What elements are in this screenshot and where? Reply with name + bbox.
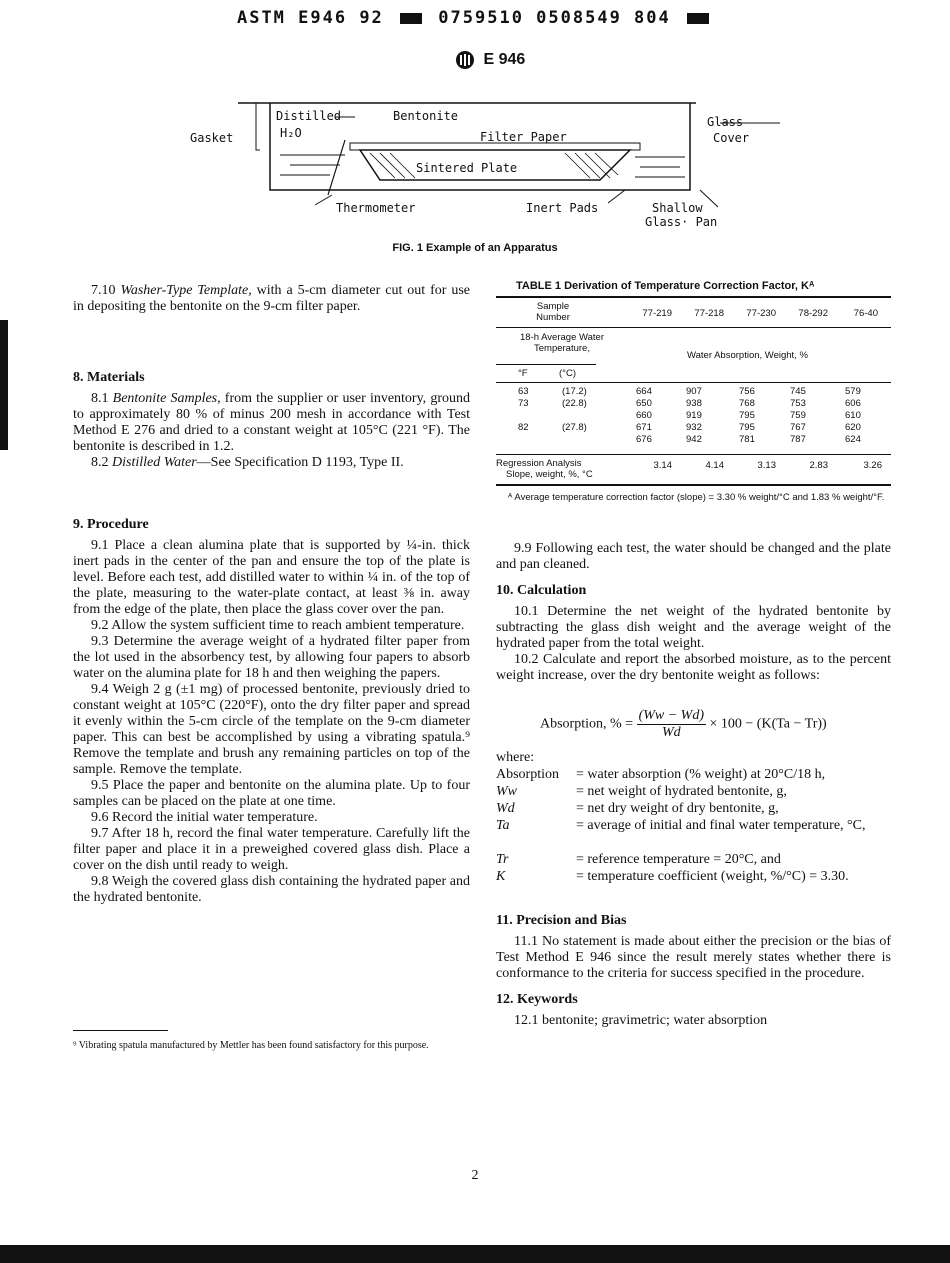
cell: 759	[790, 410, 806, 421]
def-text: = water absorption (% weight) at 20°C/18 h,	[576, 767, 826, 782]
cell: 781	[739, 434, 755, 445]
p121: 12.1 bentonite; gravimetric; water absorption	[514, 1013, 768, 1028]
definition-row	[496, 818, 891, 850]
p95: 9.5 Place the paper and bentonite on the alumina plate. Up to four samples can be placed on the plate at one time.	[73, 778, 470, 809]
cell-f: 82	[518, 422, 529, 433]
document-header-code	[0, 8, 950, 28]
label-distilled: Distilled	[276, 109, 342, 123]
label-thermometer: Thermometer	[336, 201, 416, 215]
label-gasket: Gasket	[190, 131, 234, 145]
cell: 932	[686, 422, 702, 433]
sample-id: 78-292	[798, 308, 828, 319]
cell: 919	[686, 410, 702, 421]
table-bottom-rule	[496, 484, 891, 486]
unit-c: (°C)	[559, 368, 576, 379]
p101: 10.1 Determine the net weight of the hydrated bentonite by subtracting the glass dish weight and the average weight of the hydrated paper from the total weight.	[496, 604, 891, 651]
label-filter-paper: Filter Paper	[480, 130, 567, 144]
def-term: Wd	[496, 801, 515, 816]
label-glass-pan: Glass· Pan	[645, 215, 718, 229]
cell: 795	[739, 410, 755, 421]
table-rule-3	[496, 382, 891, 383]
standard-number: E 946	[483, 51, 526, 69]
cell: 795	[739, 422, 755, 433]
heading-calculation: 10. Calculation	[496, 583, 587, 598]
table-top-rule	[496, 296, 891, 298]
def-text: = temperature coefficient (weight, %/°C) = 3.30.	[576, 869, 849, 884]
p82-term: Distilled Water	[112, 455, 197, 470]
sample-id: 77-218	[694, 308, 724, 319]
heading-precision-bias: 11. Precision and Bias	[496, 913, 627, 928]
p81-term: Bentonite Samples,	[112, 391, 221, 406]
p93: 9.3 Determine the average weight of a hydrated filter paper from the lot used in the absorbency test, by allowing four papers to absorb water on the alumina plate for 18 h and then weighing the papers.	[73, 634, 470, 681]
cell: 620	[845, 422, 861, 433]
footnote-rule	[73, 1030, 168, 1031]
table-rule-4	[496, 454, 891, 455]
cell: 767	[790, 422, 806, 433]
p96: 9.6 Record the initial water temperature.	[91, 810, 318, 825]
label-inert-pads: Inert Pads	[526, 201, 599, 215]
right-column-text	[496, 541, 891, 684]
cell: 907	[686, 386, 702, 397]
equation-numerator: (Ww − Wd)	[638, 708, 704, 723]
p102: 10.2 Calculate and report the absorbed moisture, as to the percent weight increase, over the dry bentonite weight as follows:	[496, 652, 891, 683]
label-cover: Cover	[713, 131, 750, 145]
p98: 9.8 Weigh the covered glass dish containing the hydrated paper and the hydrated bentonite.	[73, 874, 470, 905]
section-7-10	[73, 283, 470, 315]
table-row	[496, 386, 891, 398]
cell: 745	[790, 386, 806, 397]
slope-cell: 2.83	[809, 460, 828, 471]
table-rule-1	[496, 327, 891, 328]
cell: 579	[845, 386, 861, 397]
cell: 610	[845, 410, 861, 421]
cell: 664	[636, 386, 652, 397]
figure-caption: FIG. 1 Example of an Apparatus	[392, 242, 558, 254]
table-title: TABLE 1 Derivation of Temperature Correction Factor, Kᴬ	[516, 280, 815, 292]
p710-lead: 7.10	[91, 283, 121, 298]
p82-text: —See Specification D 1193, Type II.	[196, 455, 404, 470]
header-code-mid: 0759510 0508549 804	[438, 8, 671, 28]
p94: 9.4 Weigh 2 g (±1 mg) of processed bentonite, previously dried to constant weight at 105°C (220°F), onto the dry filter paper and spread it evenly within the 5-cm circle of the template on the 9-cm diameter paper. This can best be accomplished by using a vibrating spatula.⁹ Remove the template and brush any remaining particles on top of the sample. Remove the template.	[73, 682, 470, 777]
definition-row	[496, 801, 891, 817]
slope-cell: 3.26	[863, 460, 882, 471]
def-text: = net weight of hydrated bentonite, g,	[576, 784, 787, 799]
def-text: = average of initial and final water temperature, °C,	[576, 818, 866, 833]
unit-f: °F	[518, 368, 528, 379]
def-term: Absorption	[496, 767, 559, 782]
heading-keywords: 12. Keywords	[496, 992, 578, 1007]
where-label: where:	[496, 750, 535, 765]
def-term: Ta	[496, 818, 510, 833]
table-rule-2	[496, 364, 596, 365]
cell: 650	[636, 398, 652, 409]
table-footnote: ᴬ Average temperature correction factor (slope) = 3.30 % weight/°C and 1.83 % weight/°F.	[508, 492, 885, 503]
slope-cell: 4.14	[705, 460, 724, 471]
label-h2o: H₂O	[280, 126, 302, 140]
definition-row	[496, 869, 891, 901]
variable-definitions	[496, 767, 891, 907]
regression-label-line1: Regression Analysis	[496, 458, 582, 469]
p81-text: from the supplier or user inventory, ground to approximately 80 % of minus 200 mesh in accordance with Test Method E 276 and dried to a constant weight at 105°C (221 °F). The bentonite is described in 1.2.	[73, 391, 470, 454]
label-sintered-plate: Sintered Plate	[416, 161, 518, 175]
header-water-absorption: Water Absorption, Weight, %	[687, 350, 808, 361]
def-term: Tr	[496, 852, 509, 867]
cell: 606	[845, 398, 861, 409]
footnote-9: ⁹ Vibrating spatula manufactured by Mettler has been found satisfactory for this purpose.	[73, 1040, 429, 1051]
header-block-mark	[400, 13, 422, 24]
definition-row	[496, 784, 891, 800]
sample-id: 77-230	[746, 308, 776, 319]
p710-text: with a 5-cm diameter cut out for use in depositing the bentonite on the 9-cm filter paper.	[73, 283, 470, 314]
cell: 768	[739, 398, 755, 409]
cell: 671	[636, 422, 652, 433]
p111: 11.1 No statement is made about either the precision or the bias of Test Method E 946 since the result merely states whether there is conformance to the criteria for success specified in the procedure.	[496, 934, 891, 981]
cell: 756	[739, 386, 755, 397]
table-row	[496, 398, 891, 410]
cell-f: 63	[518, 386, 529, 397]
label-shallow: Shallow	[652, 201, 703, 215]
astm-logo	[455, 50, 525, 70]
section-11-12	[496, 913, 891, 1029]
cell-c: (22.8)	[562, 398, 587, 409]
def-term: Ww	[496, 784, 517, 799]
absorption-equation	[540, 708, 827, 741]
cell-c: (27.8)	[562, 422, 587, 433]
heading-materials: 8. Materials	[73, 370, 145, 385]
def-term: K	[496, 869, 506, 884]
header-code-left: ASTM E946 92	[236, 8, 384, 28]
table-row	[496, 434, 891, 446]
cell: 624	[845, 434, 861, 445]
table-row	[496, 410, 891, 422]
sample-id: 77-219	[642, 308, 672, 319]
definition-row	[496, 852, 891, 868]
cell: 753	[790, 398, 806, 409]
p97: 9.7 After 18 h, record the final water temperature. Carefully lift the filter paper and place it in a preweighed covered glass dish. Place a cover on the dish until ready to weigh.	[73, 826, 470, 873]
def-text: = reference temperature = 20°C, and	[576, 852, 781, 867]
label-glass: Glass	[707, 115, 744, 129]
p99: 9.9 Following each test, the water should be changed and the plate and pan cleaned.	[496, 541, 891, 572]
regression-label-line2: Slope, weight, %, °C	[506, 469, 593, 480]
astm-seal-icon	[455, 50, 475, 70]
equation-denominator: Wd	[661, 725, 681, 740]
slope-cell: 3.13	[757, 460, 776, 471]
header-block-mark-2	[687, 13, 709, 24]
section-8	[73, 370, 470, 471]
slope-cell: 3.14	[653, 460, 672, 471]
cell: 942	[686, 434, 702, 445]
equation-rhs: × 100 − (K(Ta − Tr))	[709, 716, 827, 732]
sample-id: 76-40	[853, 308, 878, 319]
heading-procedure: 9. Procedure	[73, 517, 149, 532]
header-temp-line2: Temperature,	[534, 343, 590, 354]
p710-term: Washer-Type Template,	[120, 283, 252, 298]
cell: 660	[636, 410, 652, 421]
definition-row	[496, 767, 891, 783]
p92: 9.2 Allow the system sufficient time to reach ambient temperature.	[91, 618, 465, 633]
label-bentonite: Bentonite	[393, 109, 459, 123]
scan-bottom-band	[0, 1245, 950, 1263]
page-number: 2	[471, 1168, 479, 1183]
p81-lead: 8.1	[91, 391, 113, 406]
cell-f: 73	[518, 398, 529, 409]
p82-lead: 8.2	[91, 455, 112, 470]
apparatus-figure	[180, 95, 780, 235]
table-row	[496, 422, 891, 434]
equation-fraction	[637, 708, 706, 741]
header-temp-line1: 18-h Average Water	[520, 332, 604, 343]
p91: 9.1 Place a clean alumina plate that is supported by ¼-in. thick inert pads in the center of the pan and ensure the top of the plate is level. Before each test, add distilled water to within ¼ in. of the top of the plate, measuring to the water-plate contact, at least ⅜ in. away from the edge of the plate, then place the glass cover over the pan.	[73, 538, 470, 617]
cell: 676	[636, 434, 652, 445]
table-body	[496, 386, 891, 456]
cell: 787	[790, 434, 806, 445]
regression-label	[496, 458, 593, 480]
section-9	[73, 517, 470, 906]
def-text: = net dry weight of dry bentonite, g,	[576, 801, 779, 816]
cell-c: (17.2)	[562, 386, 587, 397]
cell: 938	[686, 398, 702, 409]
scan-edge-mark	[0, 320, 8, 450]
header-sample	[518, 301, 588, 323]
data-table	[496, 296, 891, 522]
header-temperature	[502, 332, 622, 354]
equation-lhs: Absorption, % =	[540, 716, 637, 732]
header-sample-line2: Number	[536, 312, 570, 323]
header-sample-line1: Sample	[536, 301, 570, 312]
